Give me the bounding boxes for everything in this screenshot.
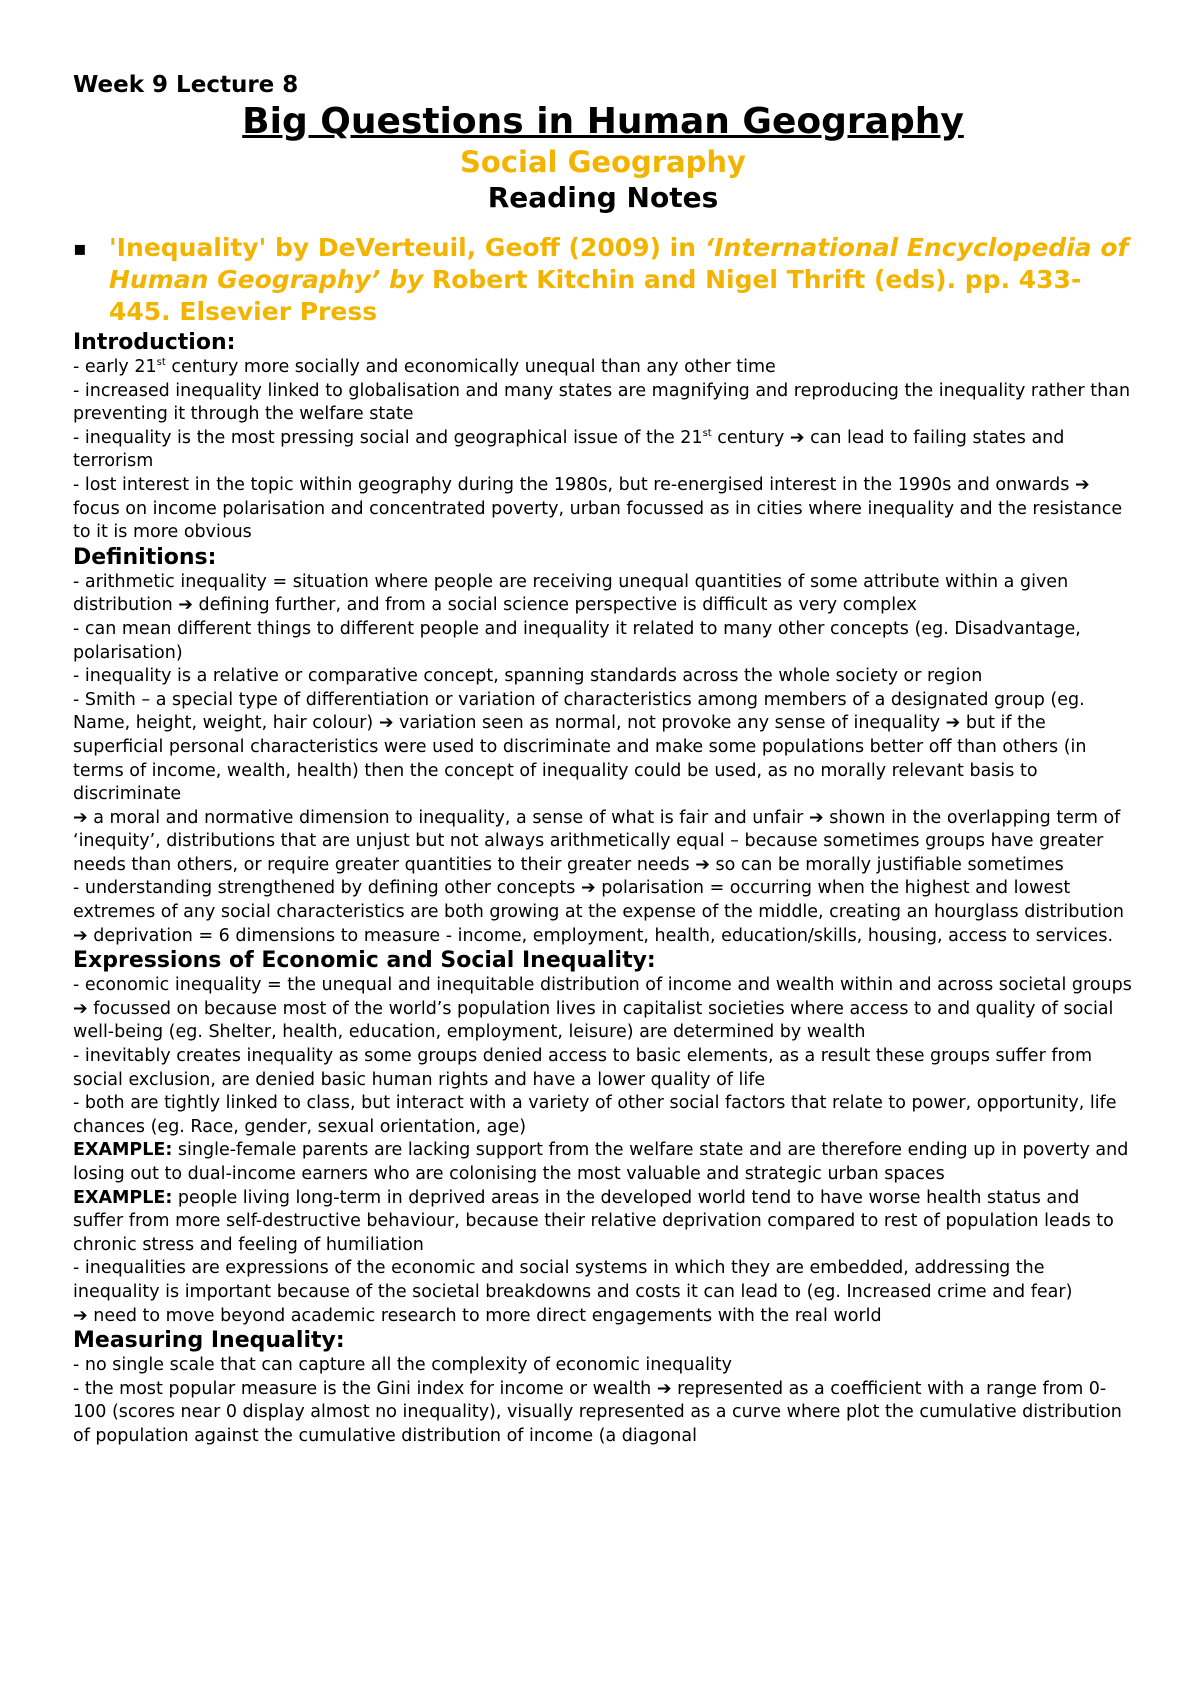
arrow-right-icon: ➔ <box>656 1378 672 1399</box>
section-heading-expressions: Expressions of Economic and Social Inequality: <box>73 948 656 974</box>
expressions-body <box>73 974 1133 1328</box>
reading-notes-heading: Reading Notes <box>487 181 719 214</box>
arrow-right-icon: ➔ <box>808 807 824 828</box>
paragraph: - economic inequality = the unequal and inequitable distribution of income and wealth within and across societal groups ➔ focussed on because most of the world’s population lives in capitalist societies where access to and quality of social well-being (eg. Shelter, health, education, employment, leisure) are determined by wealth <box>73 975 1132 1043</box>
definitions-body <box>73 571 1133 949</box>
paragraph: - no single scale that can capture all the complexity of economic inequality <box>73 1355 733 1376</box>
arrow-right-icon: ➔ <box>178 595 193 616</box>
paragraph: - inequalities are expressions of the economic and social systems in which they are embedded, addressing the inequality is important because of the societal breakdowns and costs it can lead to (eg. Increased crime and fear) <box>73 1258 1073 1302</box>
arrow-right-icon: ➔ <box>789 427 805 448</box>
citation-italic: ‘International Encyclopedia of Human Geography’ by <box>109 233 1129 294</box>
arrow-right-icon: ➔ <box>695 854 710 875</box>
page-title: Big Questions in Human Geography <box>242 101 964 142</box>
measuring-body <box>73 1354 1133 1448</box>
week-label: Week 9 Lecture 8 <box>73 72 299 98</box>
arrow-right-icon: ➔ <box>73 807 88 828</box>
citation-part-1: 'Inequality' by DeVerteuil, Geoff (2009) in <box>109 233 705 262</box>
arrow-right-icon: ➔ <box>73 1305 88 1326</box>
section-heading-measuring: Measuring Inequality: <box>73 1328 345 1354</box>
paragraph: - early 21st century more socially and economically unequal than any other time <box>73 357 776 377</box>
paragraph: - Smith – a special type of differentiation or variation of characteristics among members of a designated group (eg. Name, height, weight, hair colour) ➔ variation seen as normal, not provoke any sense of inequality ➔ but if the superficial personal characteristics were used to discriminate and make some populations better off than others (in terms of income, wealth, health) then the concept of inequality could be used, as no morally relevant basis to discriminate <box>73 689 1087 805</box>
section-heading-introduction: Introduction: <box>73 330 236 355</box>
introduction-body <box>73 356 1133 545</box>
bullet-icon: ▪ <box>73 236 87 260</box>
example-paragraph: EXAMPLE: single-female parents are lacking support from the welfare state and are therefore ending up in poverty and losing out to dual-income earners who are colonising the most valuable and strategic urban spaces <box>73 1140 1129 1184</box>
paragraph: - the most popular measure is the Gini index for income or wealth ➔ represented as a coefficient with a range from 0-100 (scores near 0 display almost no inequality), visually represented as a curve where plot the cumulative distribution of population against the cumulative distribution of income (a diagonal <box>73 1378 1122 1446</box>
paragraph: - inequality is the most pressing social and geographical issue of the 21st century ➔ can lead to failing states and terrorism <box>73 427 1065 472</box>
arrow-right-icon: ➔ <box>73 998 88 1019</box>
arrow-right-icon: ➔ <box>945 713 961 734</box>
paragraph: - understanding strengthened by defining other concepts ➔ polarisation = occurring when the highest and lowest extremes of any social characteristics are both growing at the expense of the middle, creating an hourglass distribution ➔ deprivation = 6 dimensions to measure - income, employment, health, education/skills, housing, access to services. <box>73 878 1124 946</box>
paragraph: - can mean different things to different people and inequality it related to many other concepts (eg. Disadvantage, polarisation) <box>73 618 1081 663</box>
example-paragraph: EXAMPLE: people living long-term in deprived areas in the developed world tend to have worse health status and suffer from more self-destructive behaviour, because their relative deprivation compared to rest of population leads to chronic stress and feeling of humiliation <box>73 1187 1114 1255</box>
paragraph: - lost interest in the topic within geography during the 1980s, but re-energised interest in the 1990s and onwards ➔ focus on income polarisation and concentrated poverty, urban focussed as in cities where inequality and the resistance to it is more obvious <box>73 474 1123 543</box>
document-page <box>73 70 1133 1449</box>
paragraph: - arithmetic inequality = situation where people are receiving unequal quantities of some attribute within a given distribution ➔ defining further, and from a social science perspective is difficult as very complex <box>73 571 1069 616</box>
citation-part-3: Robert Kitchin and Nigel Thrift (eds). pp. 433-445. Elsevier Press <box>109 265 1082 326</box>
paragraph: - inevitably creates inequality as some groups denied access to basic elements, as a result these groups suffer from social exclusion, are denied basic human rights and have a lower quality of life <box>73 1046 1093 1090</box>
paragraph: - both are tightly linked to class, but interact with a variety of other social factors that relate to power, opportunity, life chances (eg. Race, gender, sexual orientation, age) <box>73 1093 1117 1137</box>
reference-citation <box>73 232 1133 328</box>
page-subtitle: Social Geography <box>460 145 746 179</box>
paragraph: ➔ a moral and normative dimension to inequality, a sense of what is fair and unfair ➔ shown in the overlapping term of ‘inequity’, distributions that are unjust but not always arithmetically equal – because sometimes groups have greater needs than others, or require greater quantities to their greater needs ➔ so can be morally justifiable sometimes <box>73 807 1121 875</box>
paragraph: ➔ need to move beyond academic research to more direct engagements with the real world <box>73 1305 882 1326</box>
paragraph: - increased inequality linked to globalisation and many states are magnifying and reproducing the inequality rather than preventing it through the welfare state <box>73 380 1131 425</box>
paragraph: - inequality is a relative or comparative concept, spanning standards across the whole society or region <box>73 666 983 687</box>
section-heading-definitions: Definitions: <box>73 544 217 570</box>
arrow-right-icon: ➔ <box>378 713 394 734</box>
arrow-right-icon: ➔ <box>1074 474 1090 495</box>
arrow-right-icon: ➔ <box>580 878 596 899</box>
arrow-right-icon: ➔ <box>73 925 88 946</box>
